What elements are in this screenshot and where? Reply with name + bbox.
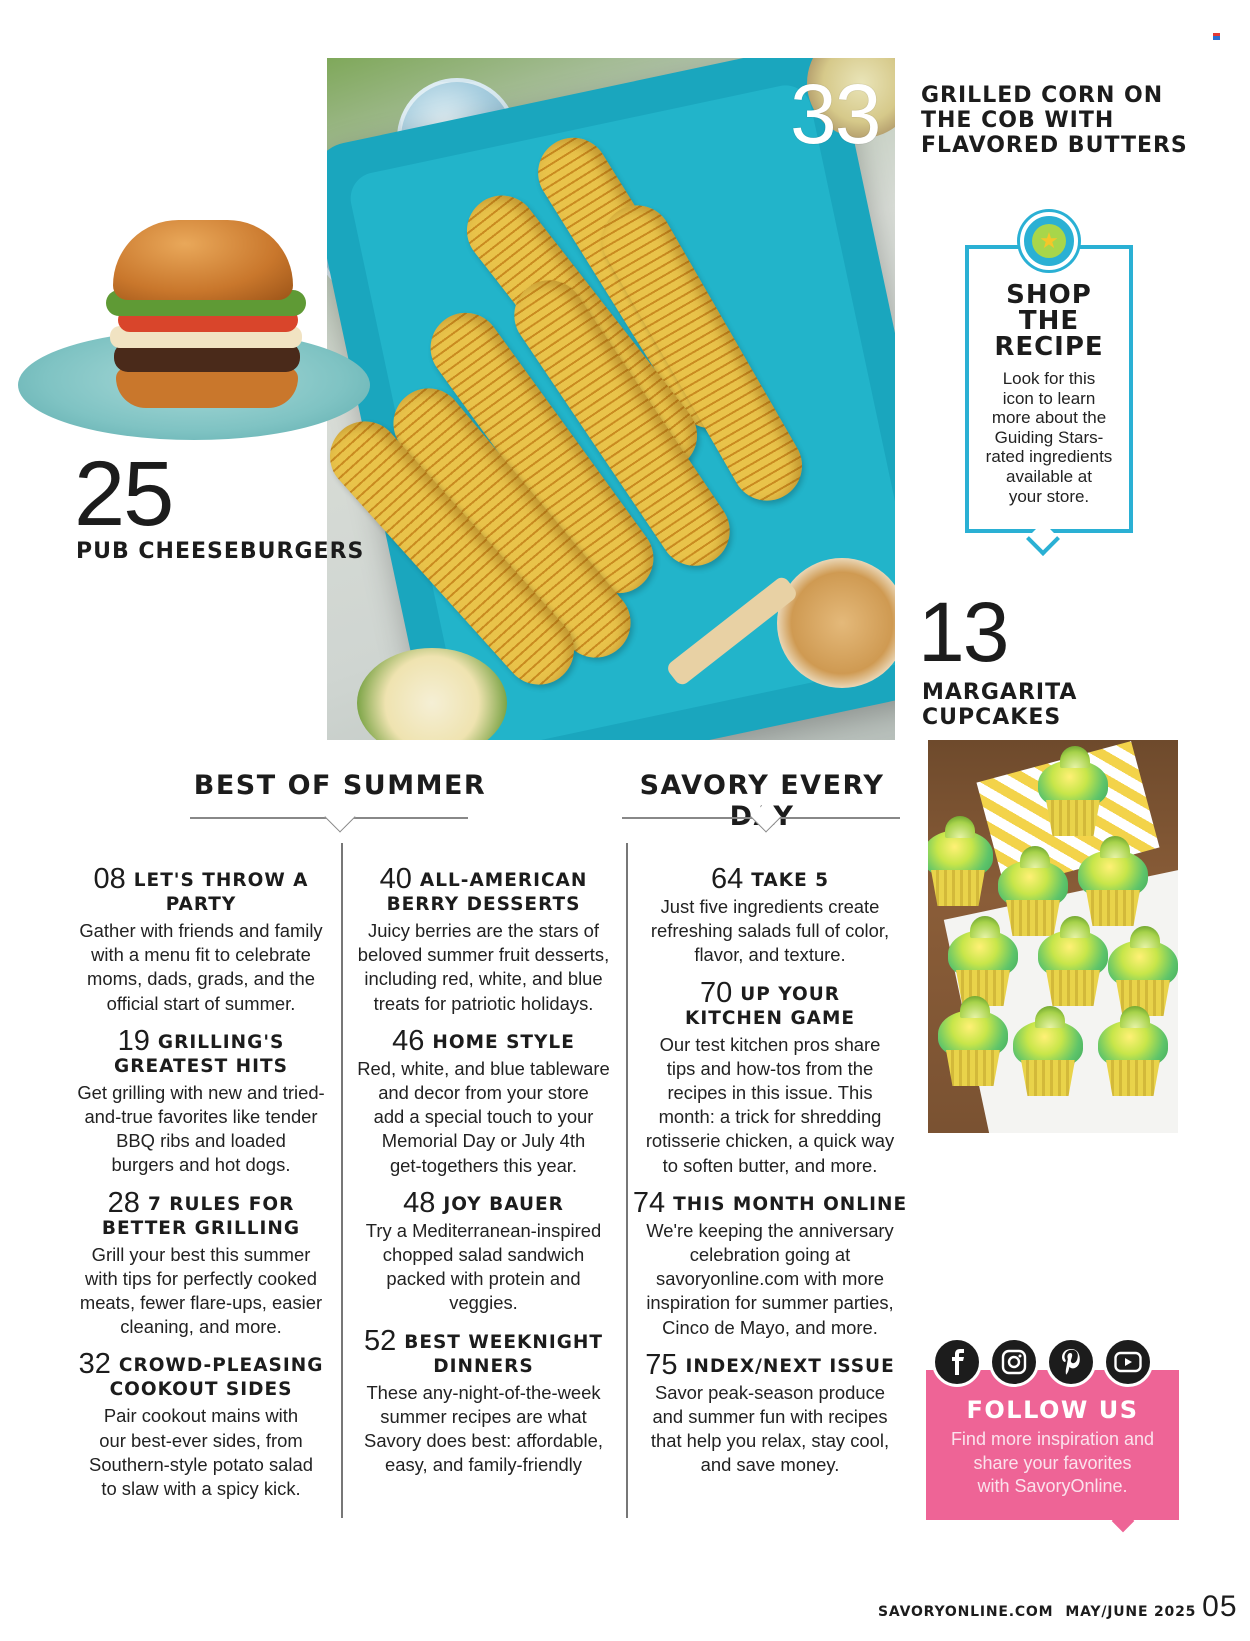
contents-entry[interactable]: 08 LET'S THROW A PARTY Gather with friends and family with a menu fit to celebrate moms, dads, grads, and the official start of summer. [79,863,323,1014]
instagram-icon[interactable] [989,1337,1039,1387]
star-apple-icon: ★ [1020,212,1078,270]
shop-the-recipe-title: SHOP THE RECIPE [994,280,1104,362]
cupcakes-feature-title: MARGARITA CUPCAKES [922,680,1078,730]
contents-column-1 [62,863,340,1514]
pinterest-icon[interactable] [1046,1337,1096,1387]
contents-entry[interactable]: 32 CROWD-PLEASING COOKOUT SIDES Pair cookout mains with our best-ever sides, from Southern-style potato salad to slaw with a spicy kick. [78,1348,324,1500]
contents-entry[interactable]: 75 INDEX/NEXT ISSUE Savor peak-season produce and summer fun with recipes that help you relax, stay cool, and save money. [645,1348,895,1476]
contents-entry[interactable]: 19 GRILLING'S GREATEST HITS Get grilling with new and tried- and-true favorites like tender BBQ ribs and loaded burgers and hot dogs. [77,1024,325,1176]
best-of-summer-heading: BEST OF SUMMER [193,770,487,801]
contents-column-2 [346,863,621,1490]
contents-entry[interactable]: 40 ALL-AMERICAN BERRY DESSERTS Juicy berries are the stars of beloved summer fruit desserts, including red, white, and blue treats for patriotic holidays. [357,863,610,1014]
burger-feature-title: PUB CHEESEBURGERS [76,539,365,564]
footer-page-number: 05 [1202,1590,1238,1623]
footer-site[interactable]: SAVORYONLINE.COM [878,1604,1054,1620]
follow-us-title: FOLLOW US [966,1396,1139,1424]
facebook-icon[interactable] [932,1337,982,1387]
burger-page-number: 25 [74,443,173,545]
cupcakes-page-number: 13 [918,585,1008,679]
contents-entry[interactable]: 52 BEST WEEKNIGHT DINNERS These any-night-of-the-week summer recipes are what Savory does best: affordable, easy, and family-friendly [363,1324,604,1476]
contents-entry[interactable]: 70 UP YOUR KITCHEN GAME Our test kitchen pros share tips and how-tos from the recipes in this issue. This month: a trick for shredding rotisserie chicken, a quick way to soften butter, and more. [645,976,895,1176]
savory-every-day-heading: SAVORY EVERY [639,770,885,801]
contents-entry[interactable]: 28 7 RULES FOR BETTER GRILLING Grill your best this summer with tips for perfectly cooked meats, fewer flare-ups, easier cleaning, and more. [79,1186,323,1338]
contents-entry[interactable]: 64 TAKE 5 Just five ingredients create refreshing salads full of color, flavor, and texture. [650,863,890,966]
cheeseburger-photo [18,220,370,445]
youtube-icon[interactable] [1103,1337,1153,1387]
page-footer [878,1590,1238,1624]
contents-column-3 [630,863,910,1491]
shop-the-recipe-text: Look for this icon to learn more about the Guiding Stars- rated ingredients available at your store. [985,369,1113,506]
contents-entry[interactable]: 46 HOME STYLE Red, white, and blue tableware and decor from your store add a special touch to your Memorial Day or July 4th get-togethers this year. [357,1024,610,1176]
margarita-cupcakes-photo [928,740,1178,1133]
contents-entry[interactable]: 74 THIS MONTH ONLINE We're keeping the anniversary celebration going at savoryonline.com with more inspiration for summer parties, Cinco de Mayo, and more. [632,1186,908,1338]
follow-us-text: Find more inspiration and share your favorites with SavoryOnline. [950,1429,1155,1496]
corn-page-number: 33 [790,67,880,161]
column-divider-2 [626,843,628,1518]
footer-issue: MAY/JUNE 2025 [1065,1604,1197,1620]
contents-entry[interactable]: 48 JOY BAUER Try a Mediterranean-inspired chopped salad sandwich packed with protein and veggies. [365,1186,602,1314]
corner-mark [1213,33,1220,40]
best-of-summer-chevron [324,801,355,832]
column-divider-1 [341,843,343,1518]
corn-feature-title: GRILLED CORN ON THE COB WITH FLAVORED BUTTERS [921,83,1188,158]
